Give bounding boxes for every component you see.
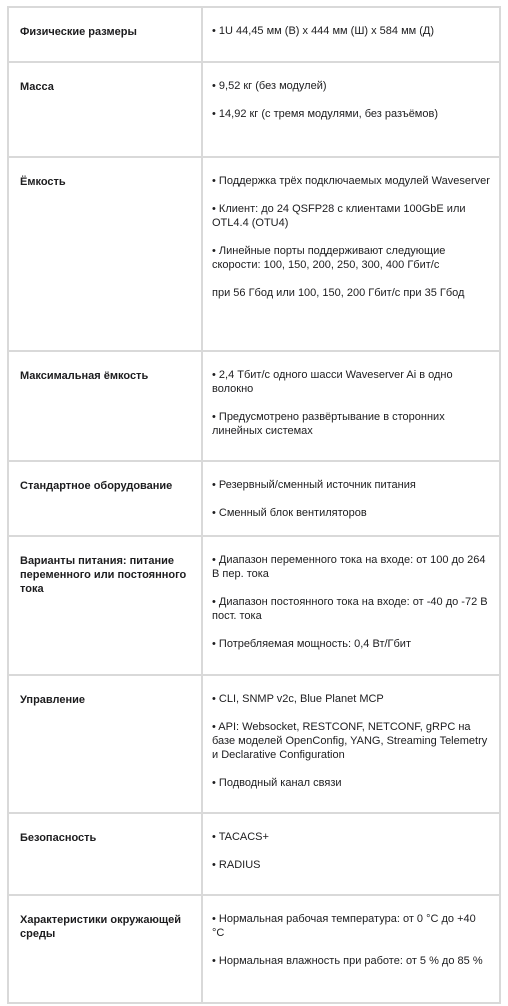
spec-value-cell — [202, 895, 500, 1003]
spec-value: • Сменный блок вентиляторов — [212, 507, 367, 519]
spec-value: • Нормальная влажность при работе: от 5 % до 85 % — [212, 955, 483, 967]
spec-label: Ёмкость — [8, 157, 202, 351]
spec-value: • Потребляемая мощность: 0,4 Вт/Гбит — [212, 638, 411, 650]
spec-value: • RADIUS — [212, 859, 261, 871]
spec-label: Характеристики окружающей среды — [8, 895, 202, 1003]
spec-value: • 2,4 Тбит/с одного шасси Waveserver Ai в одно волокно — [212, 369, 453, 395]
spec-row — [8, 157, 500, 351]
spec-row — [8, 813, 500, 895]
spec-value: • Нормальная рабочая температура: от 0 °С до +40 °С — [212, 913, 476, 939]
spec-table — [7, 6, 501, 1004]
spec-value: • 1U 44,45 мм (В) x 444 мм (Ш) x 584 мм (Д) — [212, 25, 435, 37]
spec-row — [8, 675, 500, 813]
spec-label: Варианты питания: питание переменного или постоянного тока — [8, 536, 202, 675]
spec-label: Безопасность — [8, 813, 202, 895]
spec-table-container — [7, 6, 501, 1004]
spec-value: • 9,52 кг (без модулей) — [212, 80, 327, 92]
spec-value: • Подводный канал связи — [212, 777, 342, 789]
spec-value: • CLI, SNMP v2c, Blue Planet MCP — [212, 693, 384, 705]
spec-value: • Диапазон постоянного тока на входе: от -40 до -72 В пост. тока — [212, 596, 488, 622]
spec-row — [8, 895, 500, 1003]
spec-value-cell — [202, 675, 500, 813]
spec-value: • Линейные порты поддерживают следующие скорости: 100, 150, 200, 250, 300, 400 Гбит/с — [212, 245, 446, 271]
spec-value-cell — [202, 62, 500, 157]
spec-value: • API: Websocket, RESTCONF, NETCONF, gRPC на базе моделей OpenConfig, YANG, Streaming Telemetry и Declarative Configuration — [212, 721, 488, 761]
spec-value: при 56 Гбод или 100, 150, 200 Гбит/с при 35 Гбод — [212, 287, 465, 299]
spec-value: • Диапазон переменного тока на входе: от 100 до 264 В пер. тока — [212, 554, 486, 580]
spec-row — [8, 62, 500, 157]
spec-label: Стандартное оборудование — [8, 461, 202, 536]
spec-value: • Поддержка трёх подключаемых модулей Waveserver — [212, 175, 490, 187]
spec-value-cell — [202, 157, 500, 351]
spec-label: Масса — [8, 62, 202, 157]
spec-value: • 14,92 кг (с тремя модулями, без разъёмов) — [212, 108, 438, 120]
spec-value-cell — [202, 813, 500, 895]
spec-value-cell — [202, 7, 500, 62]
spec-value: • Предусмотрено развёртывание в сторонних линейных системах — [212, 411, 445, 437]
spec-row — [8, 461, 500, 536]
spec-value: • TACACS+ — [212, 831, 269, 843]
spec-row — [8, 351, 500, 461]
spec-label: Управление — [8, 675, 202, 813]
spec-value-cell — [202, 351, 500, 461]
spec-value: • Клиент: до 24 QSFP28 с клиентами 100GbE или OTL4.4 (OTU4) — [212, 203, 466, 229]
spec-label: Максимальная ёмкость — [8, 351, 202, 461]
spec-row — [8, 536, 500, 675]
spec-value-cell — [202, 536, 500, 675]
spec-row — [8, 7, 500, 62]
spec-value: • Резервный/сменный источник питания — [212, 479, 416, 491]
spec-value-cell — [202, 461, 500, 536]
spec-label: Физические размеры — [8, 7, 202, 62]
